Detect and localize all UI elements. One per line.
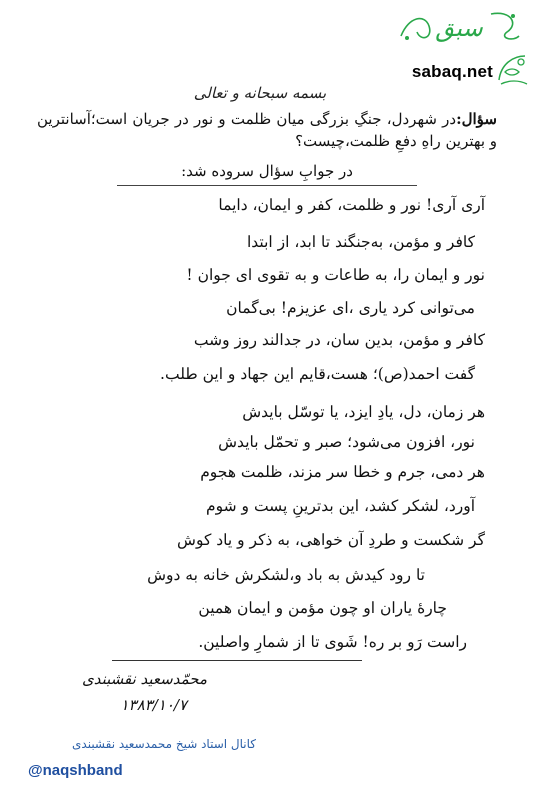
verse-line: چارهٔ یاران او چون مؤمن و ایمان همین [198, 599, 447, 617]
verse-line: گفت احمد(ص)؛ هست،قایم این جهاد و این طلب. [160, 365, 475, 383]
floral-ornament-icon [495, 50, 529, 86]
question-paragraph [37, 108, 497, 152]
sabaq-logo[interactable] [389, 6, 529, 88]
question-label: سؤال: [456, 110, 497, 128]
document-date: ۱۳۸۳/۱۰/۷ [120, 696, 187, 714]
logo-script-text: سبق [435, 14, 483, 42]
verse-line: تا رود کیدش به باد و،لشکرش خانه به دوش [147, 566, 425, 584]
verse-line: آورد، لشکر کشد، این بدترینِ پست و شوم [206, 497, 475, 515]
verse-line: راست رَو بر ره! شَوی تا از شمارِ واصلین. [198, 633, 467, 651]
verse-line: هر زمان، دل، یادِ ایزد، یا توسّل بایدش [242, 403, 485, 421]
channel-name: کانال استاد شیخ محمدسعید نقشبندی [72, 737, 256, 751]
channel-handle-link[interactable]: @naqshband [28, 762, 123, 779]
verse-line: نور و ایمان را، به طاعات و به تقوی ای جوان ! [186, 266, 485, 284]
verse-line: آری آری! نور و ظلمت، کفر و ایمان، دایما [218, 196, 485, 214]
logo-url: sabaq.net [411, 62, 493, 81]
verse-line: نور، افزون می‌شود؛ صبر و تحمّل بایدش [218, 433, 475, 451]
author-signature: محمّدسعید نقشبندی [81, 670, 207, 688]
verse-line: می‌توانی کرد یاری ،ای عزیزم! بی‌گمان [226, 299, 475, 317]
answer-intro: در جوابِ سؤال سروده شد: [117, 160, 417, 186]
sabaq-script-logo-icon [395, 6, 523, 48]
question-text: در شهردل، جنگِ بزرگی میان ظلمت و نور در جریان است؛آسانترین و بهترین راهِ دفعِ ظلمت،چیست؟ [37, 110, 497, 150]
bismillah-heading: بسمه سبحانه و تعالی [193, 84, 327, 102]
verse-line: کافر و مؤمن، به‌جنگند تا ابد، از ابتدا [246, 233, 475, 251]
verse-line: کافر و مؤمن، بدین سان، در جدالند روز وشب [193, 331, 485, 349]
verse-line: هر دمی، جرم و خطا سر مزند، ظلمت هجوم [200, 463, 485, 481]
signature-divider [112, 660, 362, 661]
verse-line: گر شکست و طردِ آن خواهی، به ذکر و یاد کوش [177, 531, 485, 549]
